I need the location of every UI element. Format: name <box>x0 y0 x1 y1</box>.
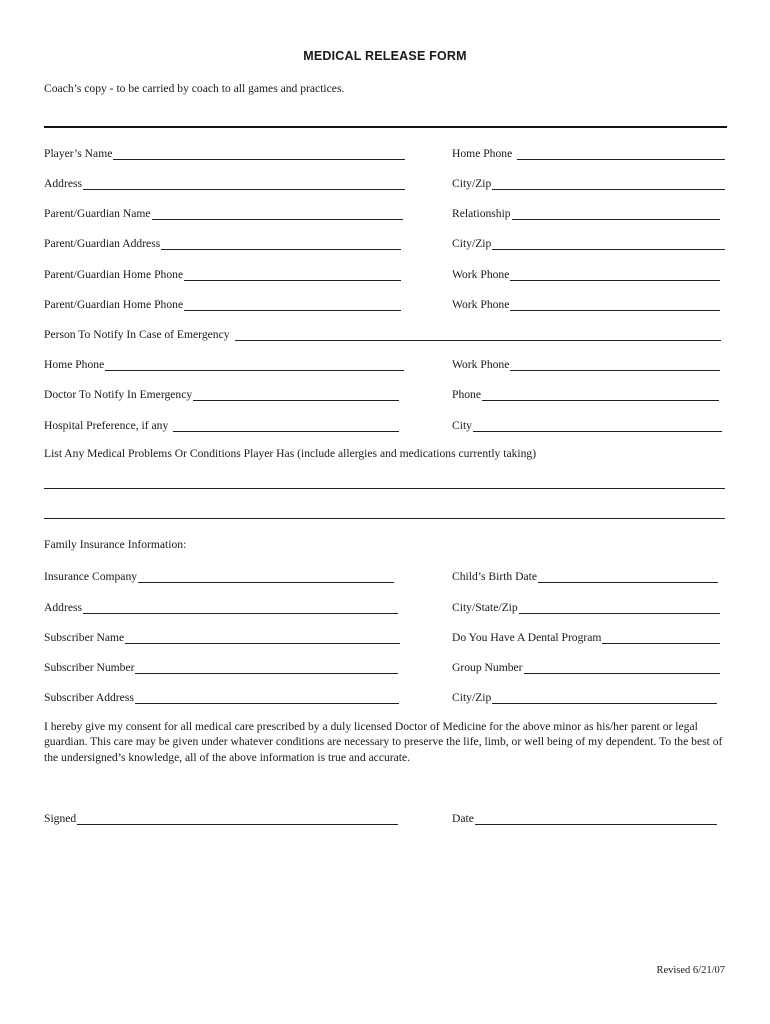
emergency-home-phone-line[interactable] <box>105 359 404 371</box>
doctor-label: Doctor To Notify In Emergency <box>44 388 193 401</box>
address-label: Address <box>44 177 82 190</box>
parent-guardian-address-line[interactable] <box>161 238 401 250</box>
work-phone-2-label: Work Phone <box>452 298 510 311</box>
medical-problems-line-2[interactable] <box>44 517 725 519</box>
revision-note: Revised 6/21/07 <box>656 965 725 976</box>
parent-home-phone-2-field[interactable] <box>44 295 401 311</box>
signature-line[interactable] <box>77 813 398 825</box>
players-name-label: Player’s Name <box>44 147 113 160</box>
city-state-zip-label: City/State/Zip <box>452 601 518 614</box>
work-phone-2-line[interactable] <box>510 299 720 311</box>
dental-program-line[interactable] <box>602 632 720 644</box>
address-line[interactable] <box>83 178 405 190</box>
emergency-work-phone-field[interactable] <box>452 355 720 371</box>
subscriber-number-field[interactable] <box>44 658 398 674</box>
city-zip-2-label: City/Zip <box>452 237 492 250</box>
emergency-home-phone-field[interactable] <box>44 355 404 371</box>
city-zip-label: City/Zip <box>452 177 492 190</box>
work-phone-2-field[interactable] <box>452 295 720 311</box>
insurance-address-label: Address <box>44 601 82 614</box>
form-subtitle: Coach’s copy - to be carried by coach to all games and practices. <box>44 82 345 95</box>
parent-home-phone-1-field[interactable] <box>44 265 401 281</box>
subscriber-number-label: Subscriber Number <box>44 661 135 674</box>
signature-field[interactable] <box>44 809 398 825</box>
insurance-city-zip-label: City/Zip <box>452 691 492 704</box>
medical-problems-prompt: List Any Medical Problems Or Conditions Player Has (include allergies and medications currently taking) <box>44 447 537 460</box>
parent-home-phone-2-line[interactable] <box>184 299 401 311</box>
players-name-field[interactable] <box>44 144 405 160</box>
subscriber-address-field[interactable] <box>44 688 399 704</box>
emergency-person-field[interactable] <box>44 325 721 341</box>
insurance-city-zip-field[interactable] <box>452 688 717 704</box>
consent-paragraph: I hereby give my consent for all medical care prescribed by a duly licensed Doctor of Medicine for the above minor as his/her parent or legal guardian. This care may be given under whatever conditions are necessary to preserve the life, limb, or well being of my dependent. To the best of the undersigned’s knowledge, all of the above information is true and accurate. <box>44 720 723 764</box>
city-zip-line[interactable] <box>492 178 725 190</box>
hospital-city-label: City <box>452 419 472 432</box>
header-divider <box>44 126 727 128</box>
city-zip-2-field[interactable] <box>452 234 725 250</box>
doctor-phone-field[interactable] <box>452 385 719 401</box>
subscriber-name-line[interactable] <box>125 632 400 644</box>
dental-program-field[interactable] <box>452 628 720 644</box>
emergency-work-phone-label: Work Phone <box>452 358 510 371</box>
birth-date-field[interactable] <box>452 567 718 583</box>
home-phone-field[interactable] <box>452 144 725 160</box>
birth-date-line[interactable] <box>538 571 718 583</box>
subscriber-number-line[interactable] <box>135 662 398 674</box>
hospital-city-line[interactable] <box>473 420 722 432</box>
form-title: MEDICAL RELEASE FORM <box>303 49 467 63</box>
date-label: Date <box>452 812 474 825</box>
emergency-home-phone-label: Home Phone <box>44 358 105 371</box>
doctor-phone-line[interactable] <box>482 389 719 401</box>
home-phone-line[interactable] <box>517 148 725 160</box>
hospital-field[interactable] <box>44 416 399 432</box>
parent-guardian-address-label: Parent/Guardian Address <box>44 237 161 250</box>
city-state-zip-line[interactable] <box>519 602 720 614</box>
parent-guardian-name-field[interactable] <box>44 204 403 220</box>
relationship-field[interactable] <box>452 204 720 220</box>
parent-guardian-address-field[interactable] <box>44 234 401 250</box>
date-line[interactable] <box>475 813 717 825</box>
hospital-label: Hospital Preference, if any <box>44 419 169 432</box>
subscriber-address-label: Subscriber Address <box>44 691 134 704</box>
parent-guardian-name-label: Parent/Guardian Name <box>44 207 151 220</box>
home-phone-label: Home Phone <box>452 147 513 160</box>
medical-problems-line-1[interactable] <box>44 487 725 489</box>
insurance-heading: Family Insurance Information: <box>44 538 187 551</box>
insurance-address-field[interactable] <box>44 598 398 614</box>
relationship-line[interactable] <box>512 208 720 220</box>
hospital-city-field[interactable] <box>452 416 722 432</box>
date-field[interactable] <box>452 809 717 825</box>
doctor-line[interactable] <box>193 389 399 401</box>
insurance-city-zip-line[interactable] <box>492 692 717 704</box>
birth-date-label: Child’s Birth Date <box>452 570 538 583</box>
parent-home-phone-1-line[interactable] <box>184 269 401 281</box>
address-field[interactable] <box>44 174 405 190</box>
parent-home-phone-1-label: Parent/Guardian Home Phone <box>44 268 184 281</box>
work-phone-1-field[interactable] <box>452 265 720 281</box>
doctor-field[interactable] <box>44 385 399 401</box>
work-phone-1-line[interactable] <box>510 269 720 281</box>
players-name-line[interactable] <box>113 148 405 160</box>
subscriber-address-line[interactable] <box>135 692 399 704</box>
hospital-line[interactable] <box>173 420 399 432</box>
group-number-field[interactable] <box>452 658 720 674</box>
subscriber-name-label: Subscriber Name <box>44 631 125 644</box>
insurance-address-line[interactable] <box>83 602 398 614</box>
insurance-company-line[interactable] <box>138 571 394 583</box>
group-number-line[interactable] <box>524 662 720 674</box>
city-zip-field[interactable] <box>452 174 725 190</box>
city-zip-2-line[interactable] <box>492 238 725 250</box>
dental-program-label: Do You Have A Dental Program <box>452 631 602 644</box>
doctor-phone-label: Phone <box>452 388 481 401</box>
parent-home-phone-2-label: Parent/Guardian Home Phone <box>44 298 184 311</box>
work-phone-1-label: Work Phone <box>452 268 510 281</box>
emergency-work-phone-line[interactable] <box>510 359 720 371</box>
city-state-zip-field[interactable] <box>452 598 720 614</box>
signed-label: Signed <box>44 812 77 825</box>
parent-guardian-name-line[interactable] <box>152 208 403 220</box>
relationship-label: Relationship <box>452 207 511 220</box>
emergency-person-label: Person To Notify In Case of Emergency <box>44 328 230 341</box>
subscriber-name-field[interactable] <box>44 628 400 644</box>
insurance-company-field[interactable] <box>44 567 394 583</box>
emergency-person-line[interactable] <box>235 329 721 341</box>
group-number-label: Group Number <box>452 661 523 674</box>
insurance-company-label: Insurance Company <box>44 570 138 583</box>
